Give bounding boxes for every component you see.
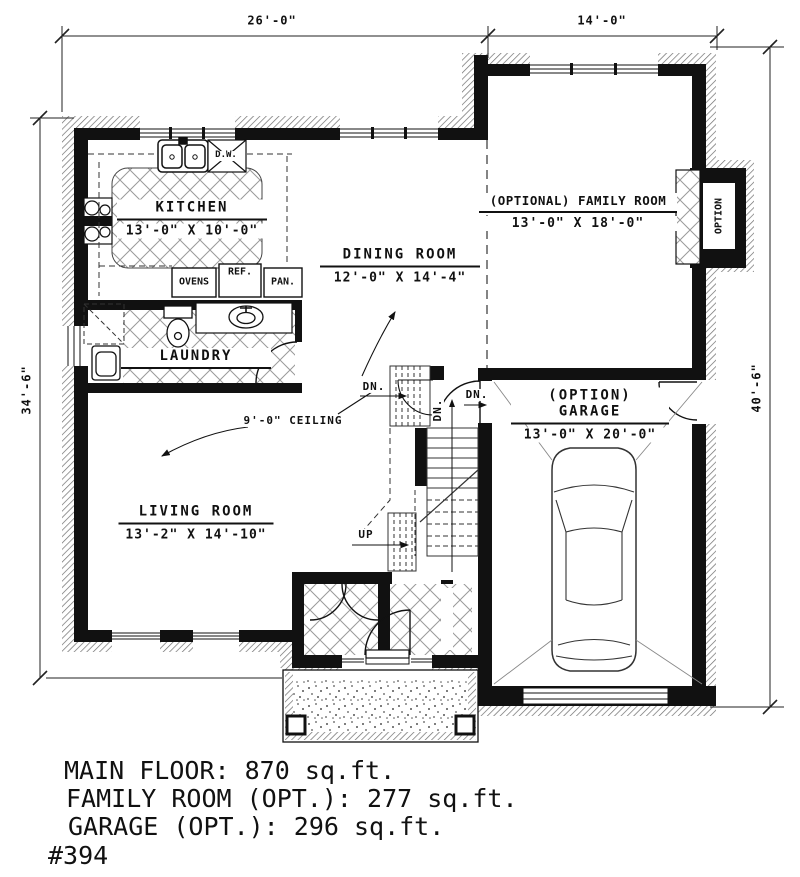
- entry-sidelight-left: [342, 655, 365, 668]
- plan-number: #394: [48, 841, 109, 870]
- front-door-slab: [366, 650, 409, 658]
- toilet: [164, 306, 192, 347]
- garage-side-door-opening: [690, 381, 718, 423]
- living-room-window-1: [112, 630, 160, 642]
- foyer-floor: [390, 584, 472, 655]
- laundry-window: [62, 326, 90, 366]
- family-room-name: (OPTIONAL) FAMILY ROOM: [479, 193, 677, 213]
- laundry-name: LAUNDRY: [121, 348, 271, 369]
- car: [552, 448, 636, 671]
- family-room-size: 13'-0" X 18'-0": [479, 216, 677, 231]
- garage-label: [511, 388, 669, 443]
- dimension-right: 40'-6": [749, 363, 764, 413]
- fireplace-hearth: [676, 170, 700, 264]
- pantry-label: PAN.: [270, 276, 296, 288]
- up-label: UP: [358, 527, 374, 541]
- footer-family-room: FAMILY ROOM (OPT.): 277 sq.ft.: [66, 784, 518, 813]
- laundry-label: [121, 348, 271, 372]
- kitchen-size: 13'-0" X 10'-0": [117, 224, 267, 239]
- ovens-label: OVENS: [178, 276, 210, 288]
- entry-sidelight-right: [410, 655, 432, 668]
- dining-window: [340, 118, 438, 140]
- foyer-door-gap: [441, 588, 453, 650]
- footer-main-floor: MAIN FLOOR: 870 sq.ft.: [64, 756, 396, 785]
- dimension-top-right: 14'-0": [577, 13, 627, 28]
- ceiling-note: 9'-0" CEILING: [243, 413, 343, 427]
- kitchen-sink: [158, 138, 208, 172]
- living-room-window-2: [193, 630, 239, 642]
- living-room-size: 13'-2" X 14'-10": [119, 528, 274, 543]
- option-fireplace-label: OPTION: [713, 197, 725, 235]
- garage-door: [523, 688, 668, 704]
- ceiling-leader-right: [338, 392, 372, 414]
- stove: [84, 198, 112, 244]
- dimension-top-left: 26'-0": [247, 13, 297, 28]
- dining-room-name: DINING ROOM: [320, 247, 480, 268]
- down-label-3: DN.: [430, 398, 444, 422]
- porch-post-right: [456, 716, 474, 734]
- family-room-window: [530, 53, 658, 76]
- dining-room-label: [320, 247, 480, 286]
- porch-post-left: [287, 716, 305, 734]
- dimension-left: 34'-6": [19, 365, 34, 415]
- porch: [283, 670, 478, 742]
- down-label-2: DN.: [465, 387, 489, 401]
- living-room-name: LIVING ROOM: [119, 504, 274, 525]
- garage-size: 13'-0" X 20'-0": [511, 428, 669, 443]
- family-room-label: [479, 193, 677, 231]
- washer: [92, 346, 120, 380]
- dishwasher-label: D.W.: [215, 150, 237, 161]
- ceiling-arrow-left: [162, 427, 248, 456]
- kitchen-label: [117, 200, 267, 239]
- refrigerator-label: REF.: [227, 266, 253, 278]
- living-room-label: [119, 504, 274, 543]
- down-label-1: DN.: [362, 379, 386, 393]
- dining-room-size: 12'-0" X 14'-4": [320, 271, 480, 286]
- footer-garage: GARAGE (OPT.): 296 sq.ft.: [68, 812, 445, 841]
- kitchen-name: KITCHEN: [117, 200, 267, 221]
- garage-name: (OPTION) GARAGE: [511, 388, 669, 425]
- kitchen-window: [140, 118, 235, 140]
- laundry-sink: [229, 306, 263, 328]
